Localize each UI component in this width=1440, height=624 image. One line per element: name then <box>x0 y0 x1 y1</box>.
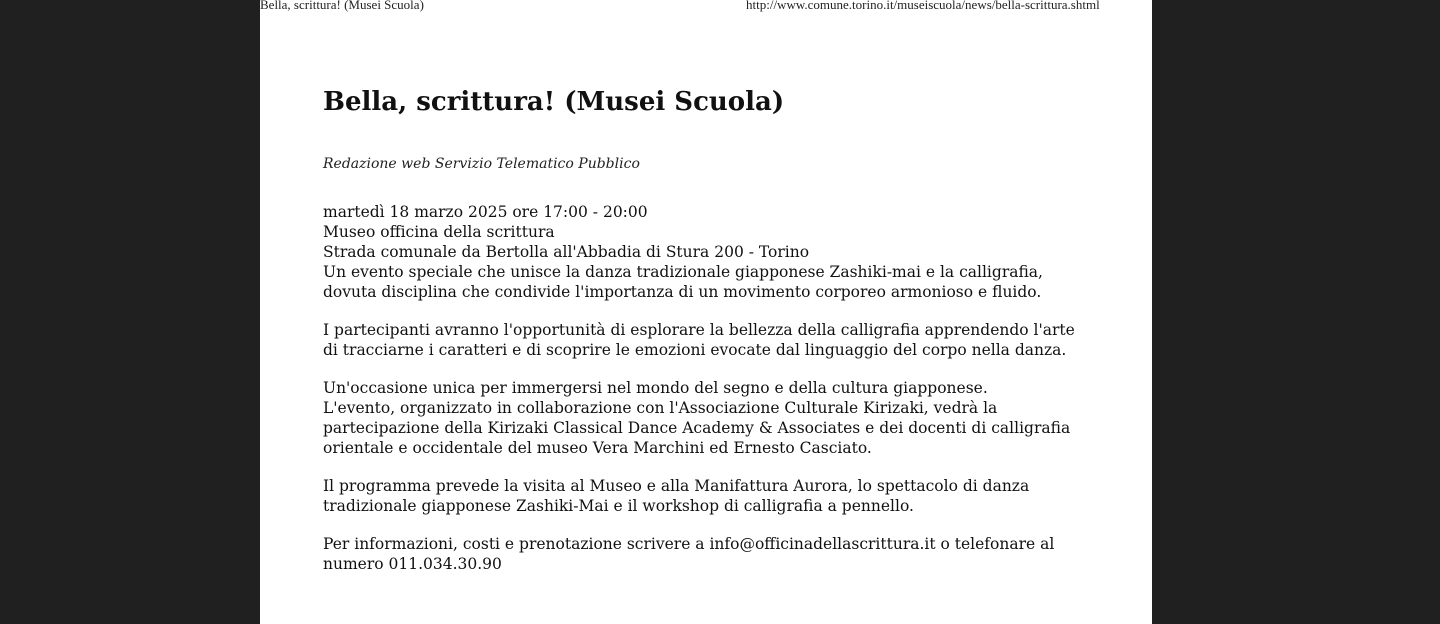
paragraph <box>323 320 1123 360</box>
print-header <box>260 0 1152 13</box>
paragraph <box>323 378 1123 458</box>
print-header-url: http://www.comune.torino.it/museiscuola/news/bella-scrittura.shtml <box>746 0 1100 12</box>
print-header-title: Bella, scrittura! (Musei Scuola) <box>260 0 424 12</box>
contact-paragraph <box>323 534 1123 574</box>
paragraph-line: numero 011.034.30.90 <box>323 555 502 573</box>
event-venue: Museo officina della scrittura <box>323 223 555 241</box>
article-title: Bella, scrittura! (Musei Scuola) <box>323 87 785 117</box>
paragraph-line: tradizionale giapponese Zashiki-Mai e il workshop di calligrafia a pennello. <box>323 497 914 515</box>
paragraph-line: orientale e occidentale del museo Vera Marchini ed Ernesto Casciato. <box>323 439 872 457</box>
article-author: Redazione web Servizio Telematico Pubblico <box>323 156 640 172</box>
paragraph <box>323 476 1123 516</box>
paragraph-line: L'evento, organizzato in collaborazione con l'Associazione Culturale Kirizaki, vedrà la <box>323 399 998 417</box>
paragraph-line: I partecipanti avranno l'opportunità di esplorare la bellezza della calligrafia apprendendo l'arte <box>323 321 1075 339</box>
paragraph-line: Un'occasione unica per immergersi nel mondo del segno e della cultura giapponese. <box>323 379 988 397</box>
paragraph-line: Un evento speciale che unisce la danza tradizionale giapponese Zashiki-mai e la calligrafia, <box>323 263 1043 281</box>
paragraph-line: dovuta disciplina che condivide l'importanza di un movimento corporeo armonioso e fluido. <box>323 283 1042 301</box>
event-info <box>323 202 1123 302</box>
article-content <box>323 82 1123 592</box>
document-page <box>260 0 1152 624</box>
paragraph-line: Il programma prevede la visita al Museo e alla Manifattura Aurora, lo spettacolo di danza <box>323 477 1030 495</box>
event-date: martedì 18 marzo 2025 ore 17:00 - 20:00 <box>323 203 648 221</box>
paragraph-line: di tracciarne i caratteri e di scoprire le emozioni evocate dal linguaggio del corpo nella danza. <box>323 341 1067 359</box>
paragraph-line: Per informazioni, costi e prenotazione scrivere a info@officinadellascrittura.it o telefonare al <box>323 535 1055 553</box>
paragraph-line: partecipazione della Kirizaki Classical Dance Academy & Associates e dei docenti di calligrafia <box>323 419 1071 437</box>
article-body <box>323 202 1123 574</box>
event-address: Strada comunale da Bertolla all'Abbadia di Stura 200 - Torino <box>323 243 810 261</box>
